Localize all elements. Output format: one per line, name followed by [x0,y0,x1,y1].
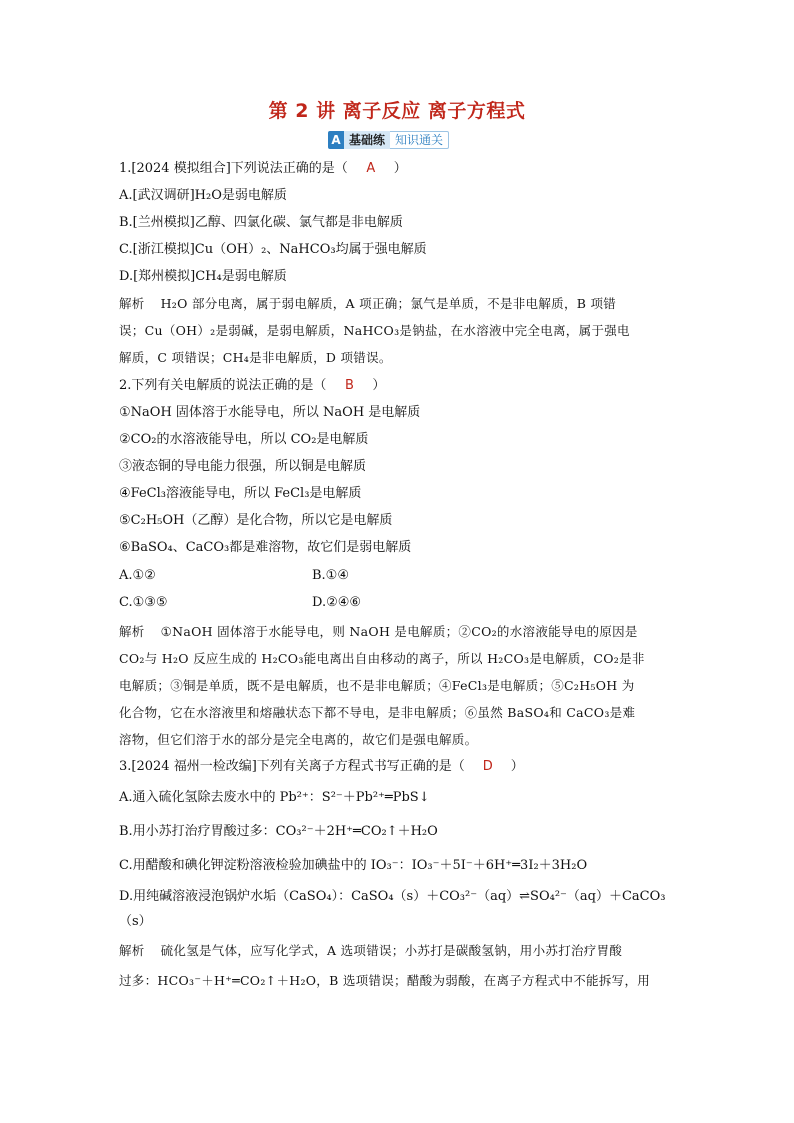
q1-explain-line: 误；Cu（OH）₂是弱碱，是弱电解质，NaHCO₃是钠盐，在水溶液中完全电离，属于强电 [119,323,630,338]
q3-explain-line: 过多：HCO₃⁻＋H⁺═CO₂↑＋H₂O，B 选项错误；醋酸为弱酸，在离子方程式中不能拆写，用 [119,973,651,988]
q1-stem: 1.[2024 模拟组合]下列说法正确的是（ A ） [119,161,407,176]
q2-item: ⑥BaSO₄、CaCO₃都是难溶物，故它们是弱电解质 [119,540,412,555]
q3-explain-line: 解析 硫化氢是气体，应写化学式，A 选项错误；小苏打是碳酸氢钠，用小苏打治疗胃酸 [119,943,623,958]
q1-option-d: D.[郑州模拟]CH₄是弱电解质 [119,269,287,284]
q3-stem: 3.[2024 福州一检改编]下列有关离子方程式书写正确的是（ D ） [119,759,524,774]
q3-option-c: C.用醋酸和碘化钾淀粉溶液检验加碘盐中的 IO₃⁻：IO₃⁻＋5I⁻＋6H⁺═3I₂＋3H₂O [119,858,588,873]
q2-item: ①NaOH 固体溶于水能导电，所以 NaOH 是电解质 [119,405,421,420]
q3-option-d-continued: （s） [119,914,152,929]
q1-explain-line: 解析 H₂O 部分电离，属于弱电解质，A 项正确；氯气是单质，不是非电解质，B 项错 [119,296,617,311]
q2-option-d: D.②④⑥ [312,595,362,610]
q2-explain-line: 溶物，但它们溶于水的部分是完全电离的，故它们是强电解质。 [119,732,478,747]
badge-letter: A [328,131,344,149]
q3-option-d: D.用纯碱溶液浸泡锅炉水垢（CaSO₄）：CaSO₄（s）＋CO₃²⁻（aq）⇌SO₄²⁻（aq）＋CaCO₃ [119,889,666,904]
q2-explain-line: CO₂与 H₂O 反应生成的 H₂CO₃能电离出自由移动的离子，所以 H₂CO₃是电解质，CO₂是非 [119,651,645,666]
q2-item: ⑤C₂H₅OH（乙醇）是化合物，所以它是电解质 [119,513,393,528]
q1-option-c: C.[浙江模拟]Cu（OH）₂、NaHCO₃均属于强电解质 [119,242,427,257]
q3-answer: D [482,759,493,774]
explain-tag: 解析 [119,296,145,311]
q2-option-c: C.①③⑤ [119,595,168,610]
section-badge [328,131,449,149]
q2-explain-line: 解析 ①NaOH 固体溶于水能导电，则 NaOH 是电解质；②CO₂的水溶液能导电的原因是 [119,624,638,639]
q1-option-a: A.[武汉调研]H₂O是弱电解质 [119,188,287,203]
page-title: 第 2 讲 离子反应 离子方程式 [268,100,526,122]
q3-option-b: B.用小苏打治疗胃酸过多：CO₃²⁻＋2H⁺═CO₂↑＋H₂O [119,824,438,839]
q3-option-a: A.通入硫化氢除去废水中的 Pb²⁺：S²⁻＋Pb²⁺═PbS↓ [119,790,430,805]
q2-explain-line: 电解质；③铜是单质，既不是电解质，也不是非电解质；④FeCl₃是电解质；⑤C₂H₅OH 为 [119,678,635,693]
badge-main: 基础练 [344,131,390,149]
q2-option-b: B.①④ [312,568,349,583]
q2-explain-line: 化合物，它在水溶液里和熔融状态下都不导电，是非电解质；⑥虽然 BaSO₄和 CaCO₃是难 [119,705,636,720]
q2-answer: B [344,378,354,393]
q2-item: ③液态铜的导电能力很强，所以铜是电解质 [119,459,367,474]
explain-tag: 解析 [119,943,145,958]
q1-explain-line: 解质，C 项错误；CH₄是非电解质，D 项错误。 [119,350,392,365]
badge-sub: 知识通关 [390,131,449,149]
explain-tag: 解析 [119,624,145,639]
q2-item: ②CO₂的水溶液能导电，所以 CO₂是电解质 [119,432,369,447]
q2-item: ④FeCl₃溶液能导电，所以 FeCl₃是电解质 [119,486,362,501]
q1-option-b: B.[兰州模拟]乙醇、四氯化碳、氯气都是非电解质 [119,215,403,230]
q2-stem: 2.下列有关电解质的说法正确的是（ B ） [119,378,386,393]
q2-option-a: A.①② [119,568,156,583]
q1-answer: A [366,161,376,176]
